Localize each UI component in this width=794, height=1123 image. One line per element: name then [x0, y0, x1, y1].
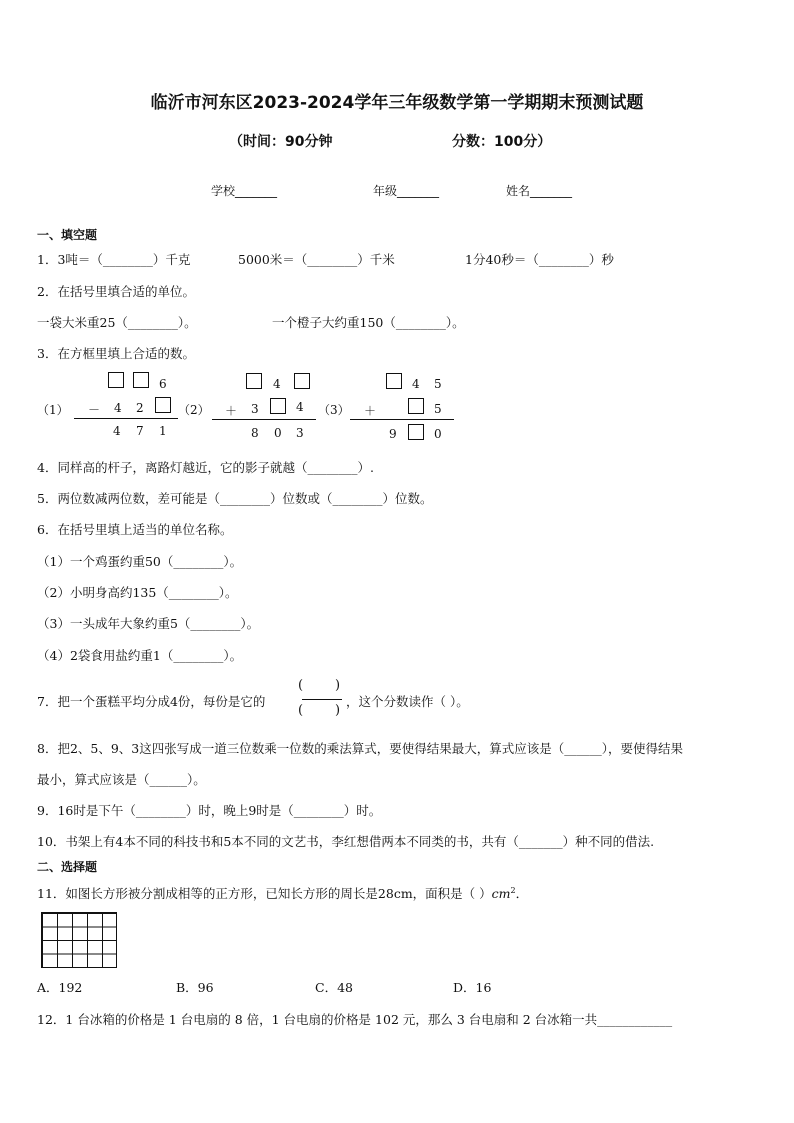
section-heading-fill-in: 一、填空题: [37, 228, 98, 242]
question-2a: 一袋大米重25（________）。: [37, 315, 197, 330]
question-2b: 一个橙子大约重150（________）。: [272, 315, 465, 330]
answer-box[interactable]: [155, 397, 171, 413]
paren-close: ): [335, 678, 341, 693]
answer-box[interactable]: [246, 373, 262, 389]
question-10: 10．书架上有4本不同的科技书和5本不同的文艺书，李红想借两本不同类的书，共有（_______）种不同的借法.: [37, 834, 655, 849]
digit: 5: [434, 377, 442, 391]
sum-line: [212, 419, 316, 420]
answer-box[interactable]: [133, 372, 149, 388]
question-1b: 5000米＝（________）千米: [238, 252, 395, 267]
answer-box[interactable]: [408, 398, 424, 414]
digit: 5: [434, 402, 442, 416]
unit-exponent: 2: [510, 885, 516, 895]
question-12: 12．1 台冰箱的价格是 1 台电扇的 8 倍，1 台电扇的价格是 102 元，那么 3 台电扇和 2 台冰箱一共____________: [37, 1012, 673, 1027]
digit: 2: [136, 401, 144, 415]
digit: 1: [159, 424, 167, 438]
answer-box[interactable]: [108, 372, 124, 388]
digit: 4: [273, 377, 281, 391]
paren-close: ): [335, 703, 341, 718]
exam-time: （时间：90分钟: [229, 134, 333, 150]
sum-line: [74, 418, 178, 419]
question-8-line-2: 最小，算式应该是（______）。: [37, 772, 206, 787]
question-4: 4．同样高的杆子，离路灯越近，它的影子就越（________）.: [37, 460, 374, 475]
question-6-item: （1）一个鸡蛋约重50（________）。: [37, 554, 243, 569]
answer-box[interactable]: [408, 424, 424, 440]
digit: 3: [251, 402, 259, 416]
question-6-item: （4）2袋食用盐约重1（________）。: [37, 648, 243, 663]
option-a[interactable]: A．192: [37, 980, 83, 995]
digit: 4: [113, 424, 121, 438]
digit: 7: [136, 424, 144, 438]
section-heading-choice: 二、选择题: [37, 860, 98, 874]
problem-3-label: （3）: [318, 403, 350, 417]
question-1a: 1．3吨＝（________）千克: [37, 252, 191, 267]
digit: 0: [274, 426, 282, 440]
option-c[interactable]: C．48: [315, 980, 353, 995]
question-5: 5．两位数减两位数，差可能是（________）位数或（________）位数。: [37, 491, 433, 506]
question-11-stem: [37, 884, 528, 902]
digit: 8: [251, 426, 259, 440]
question-11-text: 11．如图长方形被分割成相等的正方形，已知长方形的周长是28cm，面积是（ ）: [37, 886, 492, 901]
question-9: 9．16时是下午（________）时，晚上9时是（________）时。: [37, 803, 382, 818]
grade-field[interactable]: 年级_______: [373, 184, 440, 198]
question-1c: 1分40秒＝（________）秒: [465, 252, 614, 267]
question-7-part-b: ，这个分数读作（ ）。: [346, 694, 469, 709]
question-6-item: （2）小明身高约135（________）。: [37, 585, 238, 600]
rectangle-grid-figure: [41, 912, 117, 968]
answer-box[interactable]: [294, 373, 310, 389]
paren-open: (: [298, 678, 304, 693]
name-field[interactable]: 姓名_______: [506, 184, 573, 198]
option-d[interactable]: D．16: [453, 980, 492, 995]
question-11-tail: ．: [515, 886, 529, 901]
school-field[interactable]: 学校_______: [211, 184, 278, 198]
answer-box[interactable]: [386, 373, 402, 389]
digit: 4: [296, 400, 304, 414]
question-8-line-1: 8．把2、5、9、3这四张写成一道三位数乘一位数的乘法算式，要使得结果最大，算式应该是（______），要使得结果: [37, 741, 684, 756]
question-6-item: （3）一头成年大象约重5（________）。: [37, 616, 260, 631]
operator-minus: －: [88, 403, 101, 417]
digit: 9: [389, 427, 397, 441]
question-7-part-a: 7．把一个蛋糕平均分成4份，每份是它的: [37, 694, 266, 709]
operator-plus: ＋: [364, 404, 377, 418]
page-title: 临沂市河东区2023-2024学年三年级数学第一学期期末预测试题: [150, 93, 644, 113]
digit: 4: [114, 401, 122, 415]
fraction-blank[interactable]: [298, 677, 346, 723]
problem-2-label: （2）: [178, 403, 210, 417]
digit: 4: [412, 377, 420, 391]
sum-line: [350, 419, 454, 420]
digit: 0: [434, 427, 442, 441]
question-2-stem: 2．在括号里填合适的单位。: [37, 284, 195, 299]
operator-plus: ＋: [225, 404, 238, 418]
digit: 6: [159, 377, 167, 391]
question-6-stem: 6．在括号里填上适当的单位名称。: [37, 522, 233, 537]
question-3-stem: 3．在方框里填上合适的数。: [37, 346, 195, 361]
unit-cm: cm: [491, 886, 511, 901]
fraction-bar: [302, 699, 342, 700]
answer-box[interactable]: [270, 398, 286, 414]
paren-open: (: [298, 703, 304, 718]
exam-score: 分数：100分）: [452, 134, 552, 150]
option-b[interactable]: B．96: [176, 980, 214, 995]
problem-1-label: （1）: [37, 403, 69, 417]
digit: 3: [296, 426, 304, 440]
